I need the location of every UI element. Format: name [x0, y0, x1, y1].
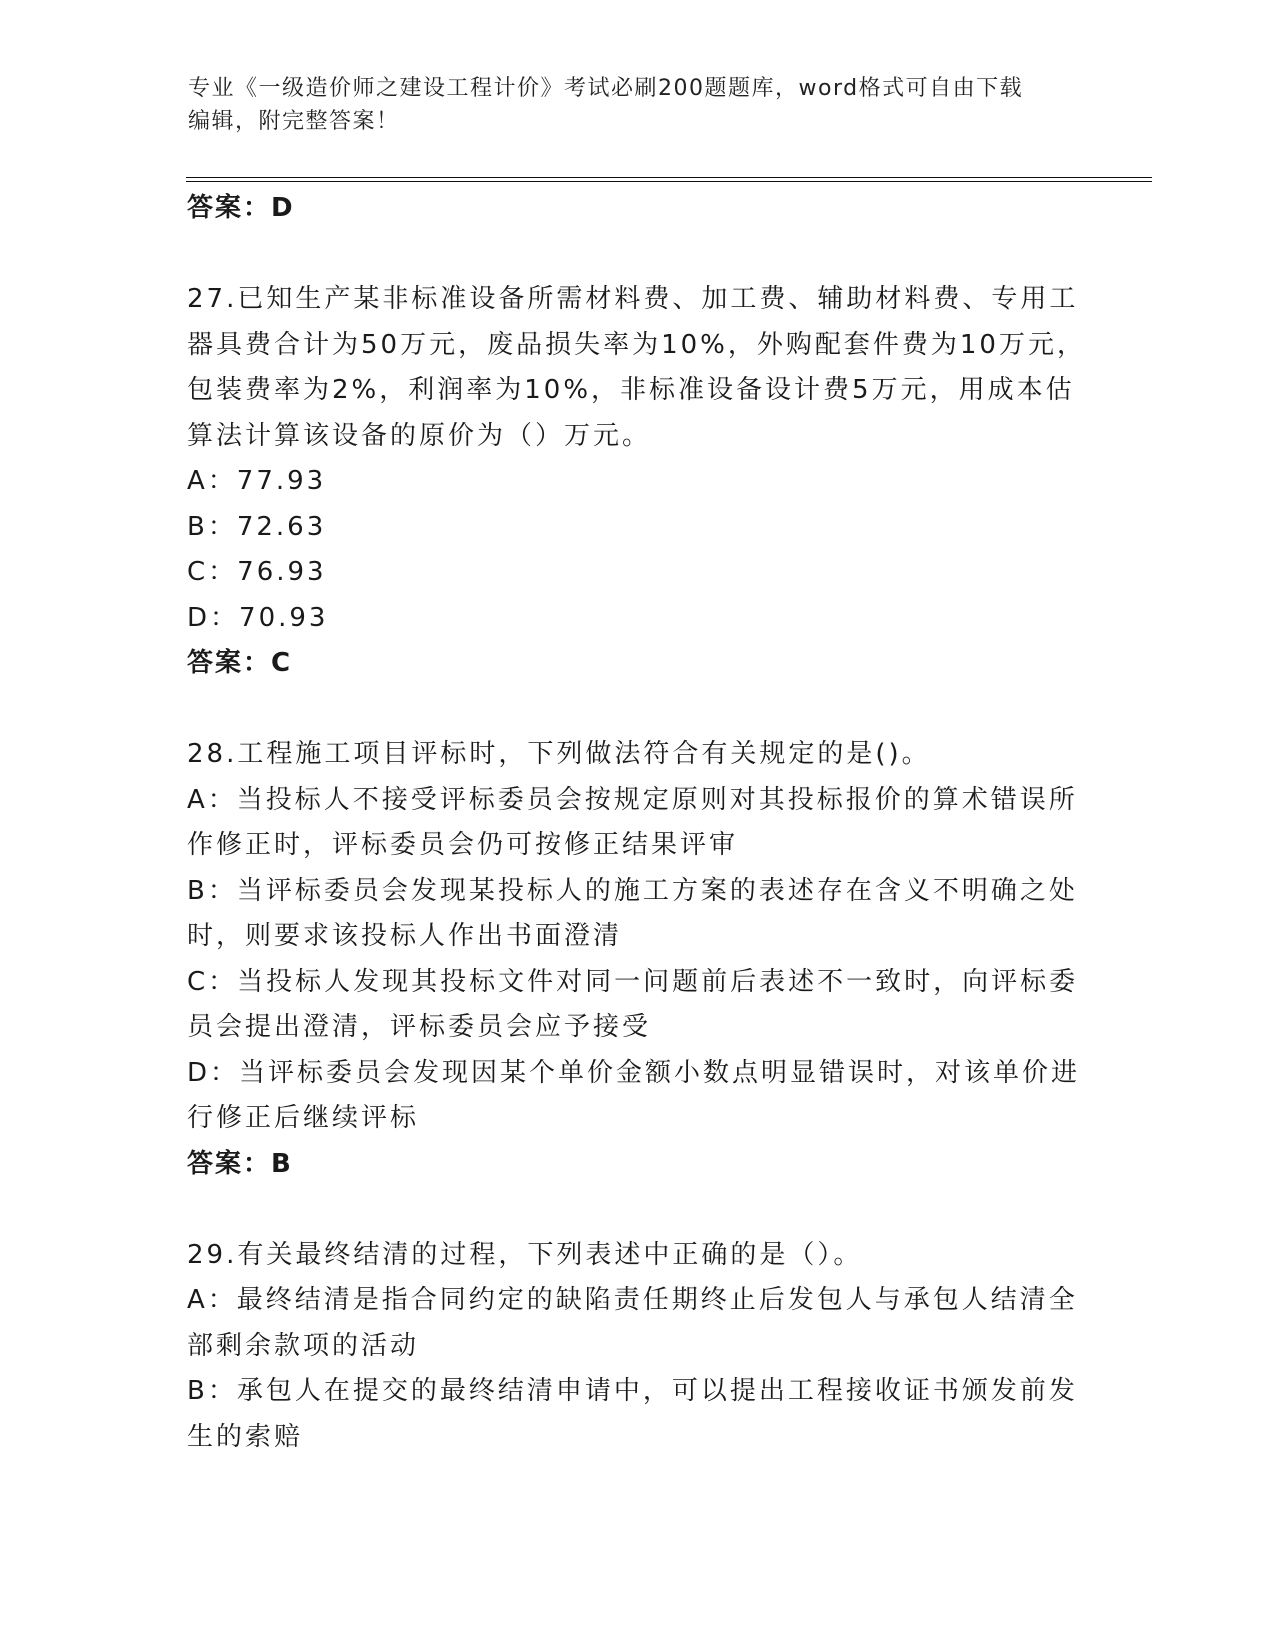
option-a: A：77.93: [187, 466, 327, 496]
question-text-line: 27.已知生产某非标准设备所需材料费、加工费、辅助材料费、专用工: [187, 284, 1079, 314]
question-28: [187, 732, 1087, 1187]
document-body: [187, 186, 1087, 1460]
option-text-line: 员会提出澄清，评标委员会应予接受: [187, 1012, 652, 1042]
option-d: D：70.93: [187, 602, 329, 633]
option-c: C：76.93: [187, 557, 327, 587]
option-text-line: 时，则要求该投标人作出书面澄清: [187, 921, 623, 951]
spacer: [187, 687, 1087, 733]
option-text-line: 行修正后继续评标: [187, 1103, 420, 1133]
option-text-line: B：承包人在提交的最终结清申请中，可以提出工程接收证书颁发前发: [187, 1376, 1078, 1406]
option-text-line: B：当评标委员会发现某投标人的施工方案的表述存在含义不明确之处: [187, 875, 1078, 906]
spacer: [187, 1187, 1087, 1233]
answer-line: 答案：D: [187, 193, 295, 223]
question-text-line: 29.有关最终结清的过程，下列表述中正确的是（）。: [187, 1239, 863, 1270]
option-text-line: 作修正时，评标委员会仍可按修正结果评审: [187, 830, 739, 860]
option-b: B：72.63: [187, 511, 327, 542]
header-line-1: 专业《一级造价师之建设工程计价》考试必刷200题题库，word格式可自由下载: [188, 76, 1024, 101]
option-text-line: C：当投标人发现其投标文件对同一问题前后表述不一致时，向评标委: [187, 966, 1079, 997]
option-text-line: A：当投标人不接受评标委员会按规定原则对其投标报价的算术错误所: [187, 784, 1078, 815]
question-27: [187, 277, 1087, 687]
question-text-line: 28.工程施工项目评标时，下列做法符合有关规定的是()。: [187, 739, 931, 769]
option-text-line: 部剩余款项的活动: [187, 1330, 420, 1361]
header-rule: [186, 181, 1152, 182]
question-29: [187, 1233, 1087, 1461]
header-rule: [186, 177, 1152, 178]
option-text-line: A：最终结清是指合同约定的缺陷责任期终止后发包人与承包人结清全: [187, 1285, 1078, 1315]
option-text-line: D：当评标委员会发现因某个单价金额小数点明显错误时，对该单价进: [187, 1057, 1081, 1088]
answer-line: 答案：B: [187, 1148, 293, 1179]
header-line-2: 编辑，附完整答案！: [188, 109, 400, 134]
page-header: [188, 72, 1068, 138]
answer-line: 答案：C: [187, 648, 293, 678]
question-text-line: 器具费合计为50万元，废品损失率为10%，外购配套件费为10万元，: [187, 329, 1086, 360]
spacer: [187, 232, 1087, 278]
question-text-line: 包装费率为2%，利润率为10%，非标准设备设计费5万元，用成本估: [187, 375, 1075, 405]
option-text-line: 生的索赔: [187, 1421, 304, 1452]
question-text-line: 算法计算该设备的原价为（）万元。: [187, 420, 652, 451]
